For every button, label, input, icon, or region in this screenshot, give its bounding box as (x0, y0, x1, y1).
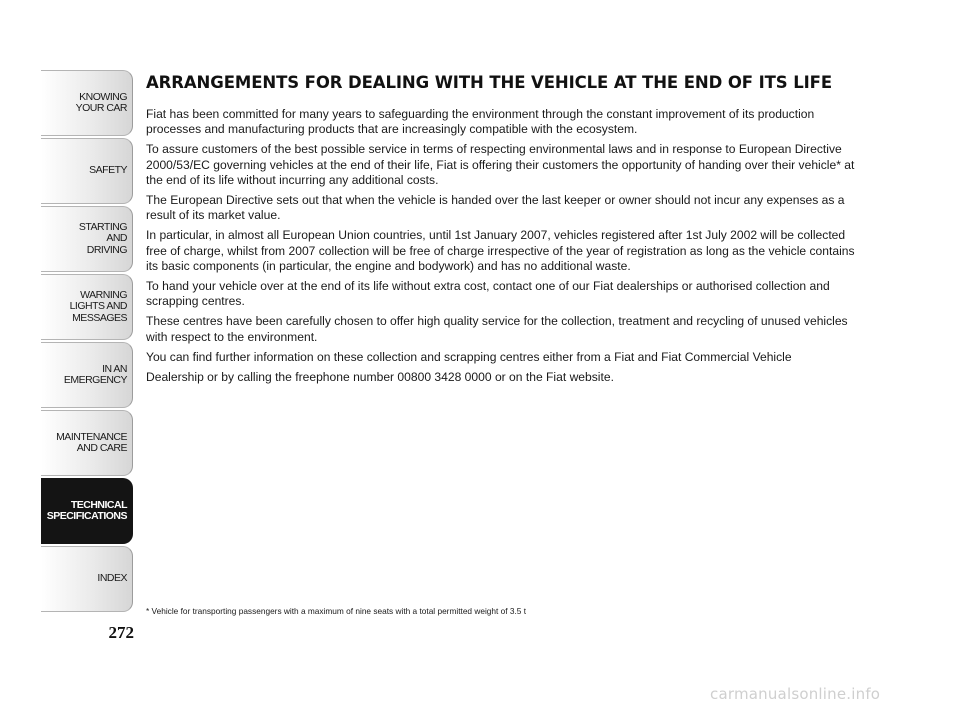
paragraph: In particular, in almost all European Union countries, until 1st January 2007, vehicles registered after 1st July 2002 will be collected free of charge, whilst from 2007 collection will be free of charge irrespective of the year of registration as long as the vehicle contains its basic components (in particular, the engine and bodywork) and has no additional waste. (146, 228, 855, 273)
tab-label (64, 364, 127, 387)
tab-maintenance-and-care[interactable] (41, 410, 133, 476)
tab-label (89, 165, 127, 177)
tab-in-an-emergency[interactable] (41, 342, 133, 408)
tab-label-line: KNOWING (79, 90, 127, 103)
paragraph: To assure customers of the best possible service in terms of respecting environmental laws and in response to European Directive 2000/53/EC governing vehicles at the end of their life, Fiat is offering their customers the opportunity of handing over their vehicle* at the end of its life without incurring any additional costs. (146, 142, 855, 187)
tab-label (76, 92, 127, 115)
footnote: * Vehicle for transporting passengers with a maximum of nine seats with a total permitted weight of 3.5 t (146, 606, 527, 616)
tab-label-line: AND (106, 232, 127, 245)
tab-label-line: STARTING (78, 220, 127, 233)
tab-label-line: WARNING (80, 288, 127, 301)
tab-label-line: SPECIFICATIONS (46, 510, 127, 522)
page-number: 272 (108, 623, 134, 642)
tab-label-line: MAINTENANCE (56, 430, 127, 443)
section-tab-sidebar (41, 70, 133, 616)
tab-label-line: YOUR CAR (75, 102, 127, 114)
tab-label-line: MESSAGES (72, 311, 127, 324)
main-content (146, 70, 866, 390)
tab-label (97, 573, 127, 585)
tab-warning-lights-and-messages[interactable] (41, 274, 133, 340)
tab-label-line: IN AN (102, 362, 127, 375)
watermark-text: carmanualsonline.info (710, 685, 881, 703)
tab-label-line: DRIVING (86, 243, 127, 256)
paragraph: Fiat has been committed for many years to safeguarding the environment through the constant improvement of its production processes and manufacturing products that are increasingly compatible with the ecosystem. (146, 107, 815, 137)
tab-knowing-your-car[interactable] (41, 70, 133, 136)
tab-label (56, 432, 127, 455)
tab-label (47, 500, 127, 523)
paragraph: To hand your vehicle over at the end of its life without extra cost, contact one of our Fiat dealerships or authorised collection and scrapping centres. (146, 279, 830, 309)
paragraph: Dealership or by calling the freephone number 00800 3428 0000 or on the Fiat website. (146, 370, 614, 385)
tab-label-line: SAFETY (89, 164, 127, 177)
tab-technical-specifications[interactable] (41, 478, 133, 544)
tab-starting-and-driving[interactable] (41, 206, 133, 272)
tab-label (79, 222, 127, 257)
paragraph: These centres have been carefully chosen to offer high quality service for the collection, treatment and recycling of unused vehicles with respect to the environment. (146, 314, 848, 344)
tab-label (70, 290, 127, 325)
page-title: ARRANGEMENTS FOR DEALING WITH THE VEHICLE AT THE END OF ITS LIFE (146, 73, 832, 92)
tab-label-line: LIGHTS AND (69, 300, 127, 313)
tab-index[interactable] (41, 546, 133, 612)
paragraph: The European Directive sets out that when the vehicle is handed over the last keeper or owner should not incur any expenses as a result of its market value. (146, 193, 845, 223)
paragraph: You can find further information on these collection and scrapping centres either from a Fiat and Fiat Commercial Vehicle (146, 349, 792, 364)
body-text (146, 107, 866, 385)
tab-label-line: INDEX (97, 572, 127, 585)
tab-safety[interactable] (41, 138, 133, 204)
tab-label-line: TECHNICAL (70, 498, 127, 511)
tab-label-line: EMERGENCY (63, 374, 127, 386)
tab-label-line: AND CARE (76, 442, 127, 454)
